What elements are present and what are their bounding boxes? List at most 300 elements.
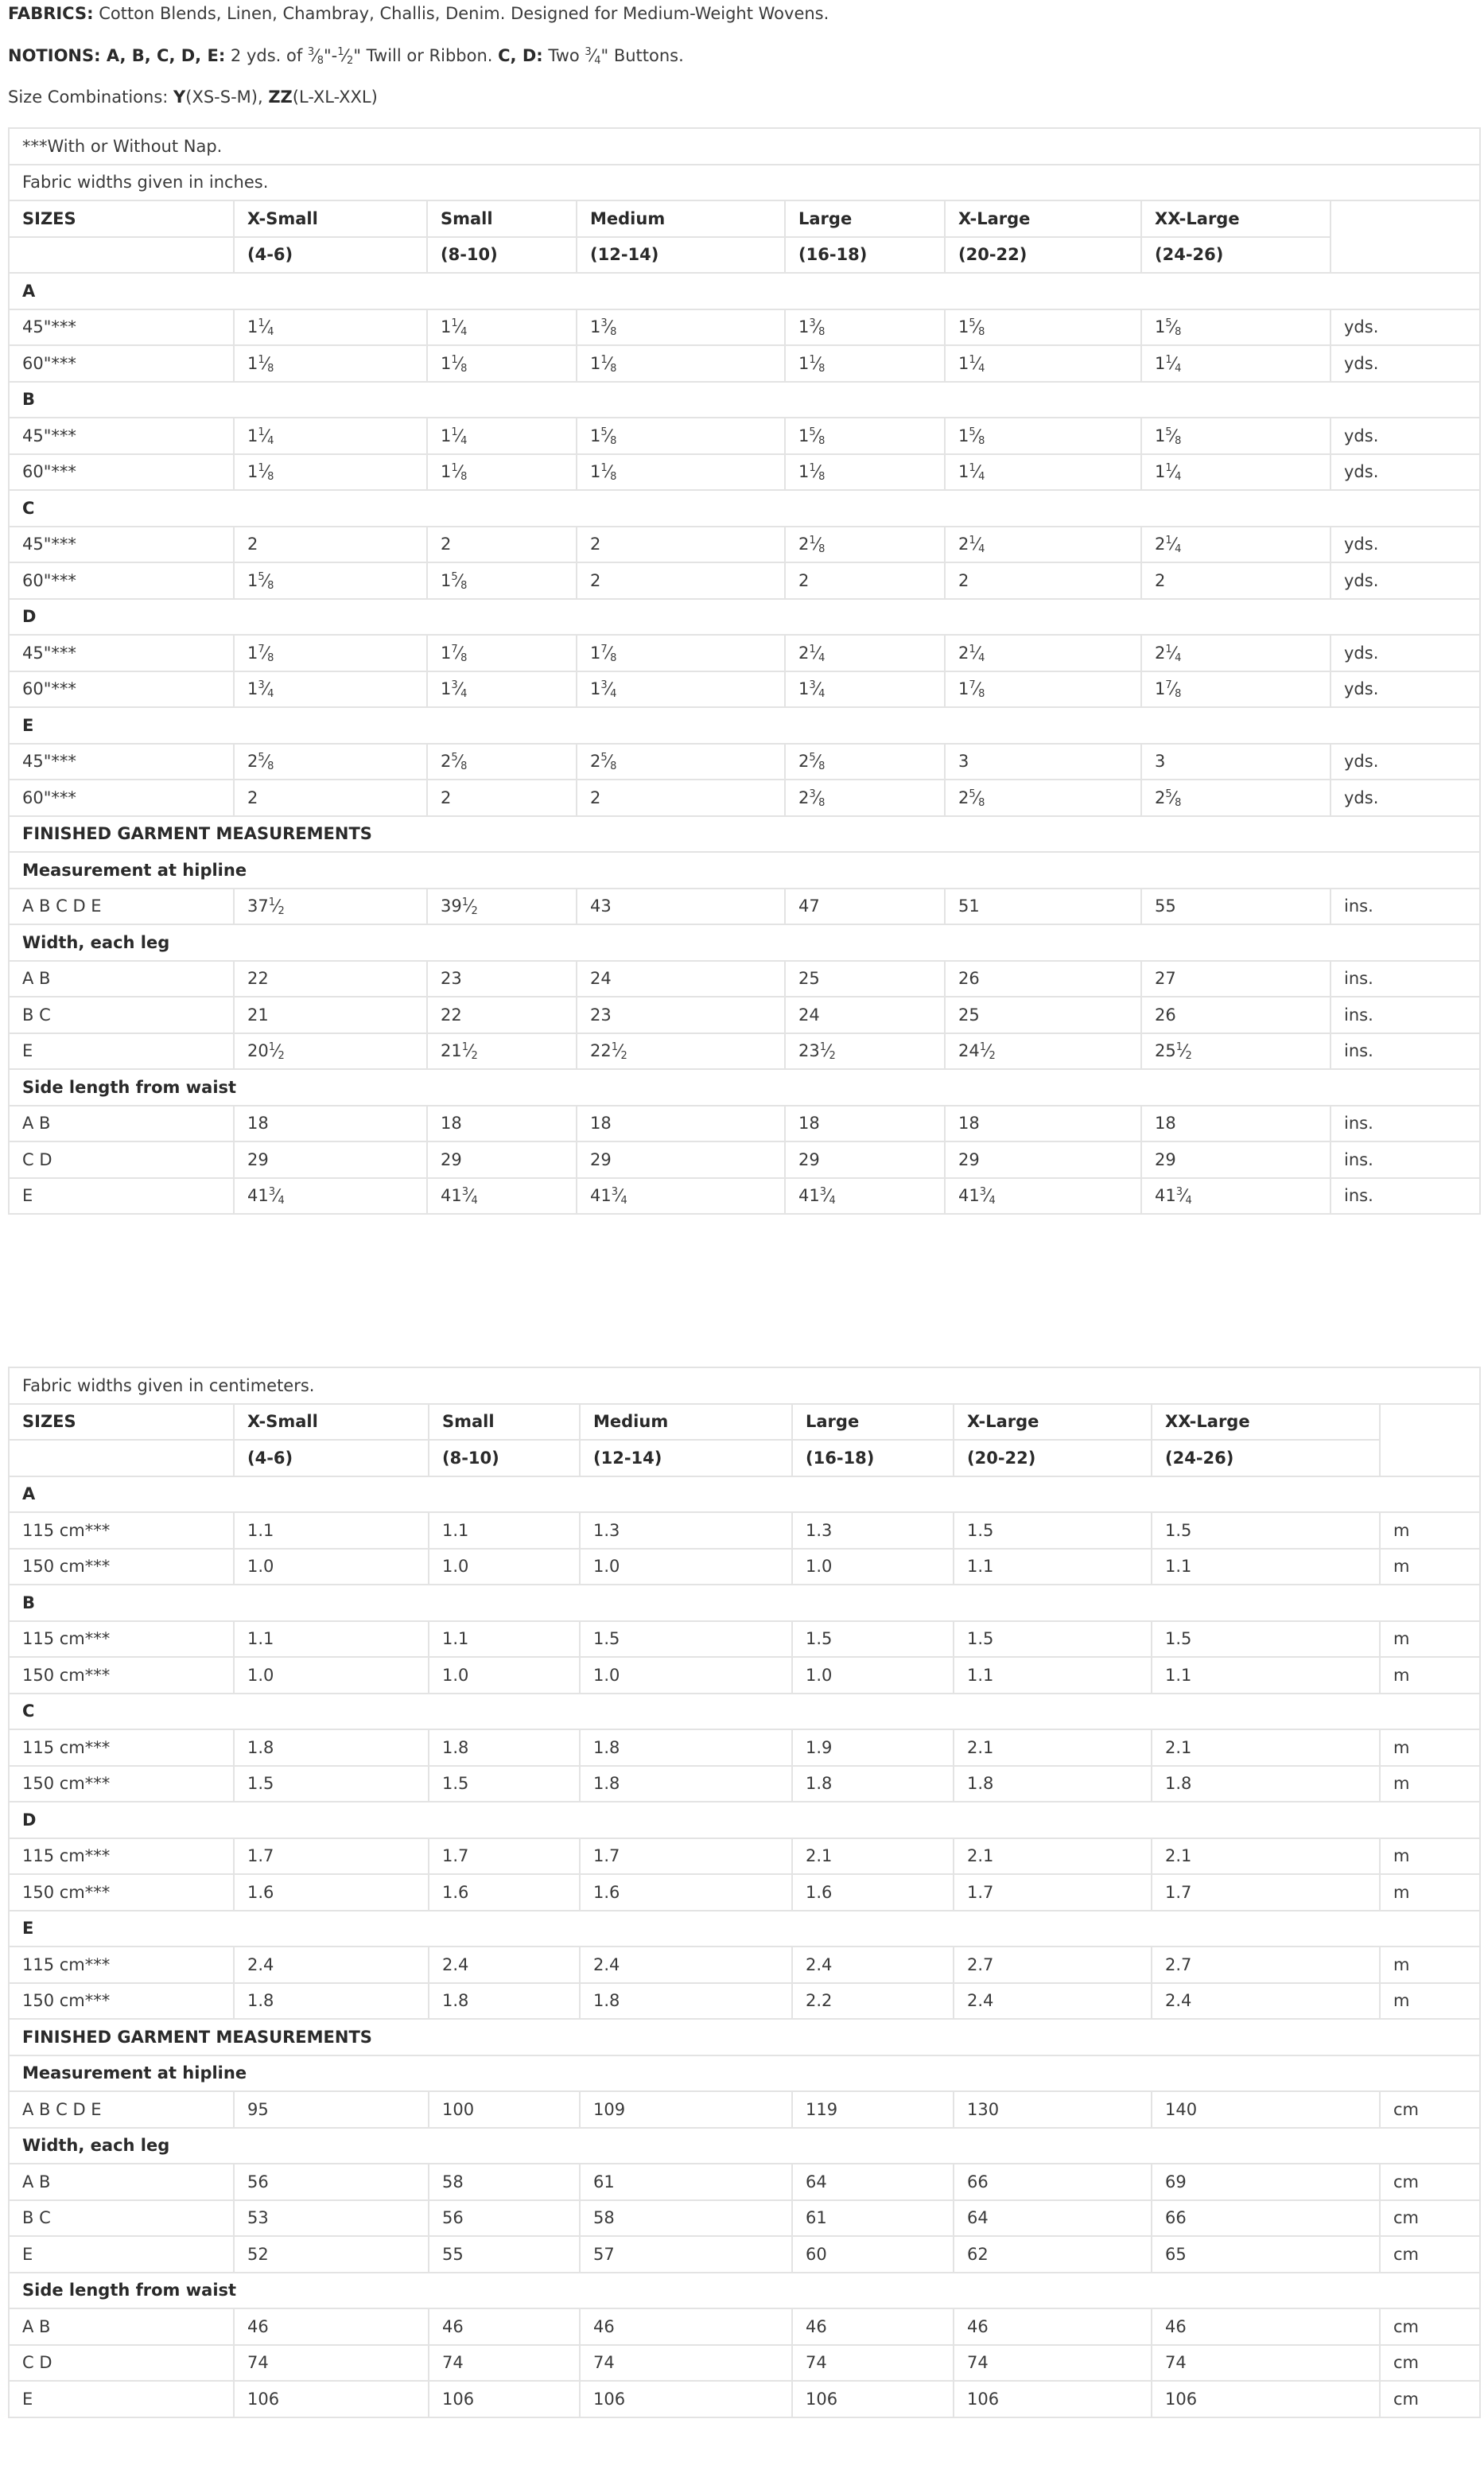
value-cell: 1.0 [580,1549,792,1585]
value-cell: $23^1⁄_2$ [785,1033,945,1070]
value-cell: 2.7 [954,1946,1152,1983]
size-combinations-label: Size Combinations: [8,88,169,107]
value-cell: 74 [234,2345,429,2382]
unit-cell: cm [1380,2091,1480,2128]
section-c-label: C [9,490,1480,527]
value-cell: 22 [427,997,577,1033]
value-cell: 51 [945,889,1141,925]
size-header-x-large: X-Large [945,200,1141,237]
value-cell: $1^7⁄_8$ [1141,671,1331,708]
table-row [9,2345,1480,2382]
value-cell: $1^7⁄_8$ [427,635,577,671]
value-cell: $20^1⁄_2$ [234,1033,427,1070]
value-cell: 119 [792,2091,954,2128]
row-label: 115 cm*** [9,1621,234,1658]
value-cell: 2 [945,562,1141,599]
row-label: 115 cm*** [9,1838,234,1875]
section-measurement-at-hipline [9,852,1480,889]
table-caption [9,1367,1480,1404]
value-cell: 24 [785,997,945,1033]
value-cell: 61 [792,2200,954,2237]
size-range: (24-26) [1152,1440,1380,1476]
size-range: (20-22) [954,1440,1152,1476]
value-cell: $37^1⁄_2$ [234,889,427,925]
table-row [9,744,1480,780]
section-a [9,273,1480,309]
row-label: A B [9,961,234,998]
value-cell: 2 [577,527,785,563]
value-cell: 1.0 [580,1657,792,1694]
value-cell: $24^1⁄_2$ [945,1033,1141,1070]
table-row [9,1033,1480,1070]
row-label: E [9,1178,234,1215]
unit-column-header [1380,1404,1480,1476]
value-cell: 1.5 [580,1621,792,1658]
value-cell: 1.3 [792,1512,954,1549]
notions-label-buttons: C, D: [498,46,543,65]
unit-cell: ins. [1331,1033,1480,1070]
value-cell: $1^5⁄_8$ [1141,418,1331,454]
notions-fraction: $^3⁄_4$ [585,46,601,67]
table-row [9,961,1480,998]
notions-note [8,45,684,66]
size-header-x-large: X-Large [954,1404,1152,1441]
notions-text: " Twill or Ribbon. [353,46,493,65]
value-cell: 1.1 [954,1657,1152,1694]
row-label: C D [9,2345,234,2382]
value-cell: $2^5⁄_8$ [577,744,785,780]
value-cell: $1^3⁄_4$ [234,671,427,708]
row-label: 150 cm*** [9,1874,234,1911]
value-cell: $1^1⁄_8$ [234,454,427,491]
value-cell: $1^1⁄_8$ [427,345,577,382]
value-cell: 1.0 [234,1657,429,1694]
size-header-large: Large [792,1404,954,1441]
section-width-each-leg [9,2128,1480,2164]
value-cell: $1^5⁄_8$ [1141,309,1331,346]
value-cell: $22^1⁄_2$ [577,1033,785,1070]
value-cell: 43 [577,889,785,925]
table-row [9,1874,1480,1911]
unit-cell: yds. [1331,671,1480,708]
row-label: 45"*** [9,527,234,563]
value-cell: 1.6 [234,1874,429,1911]
section-width-each-leg-label: Width, each leg [9,924,1480,961]
value-cell: 2 [785,562,945,599]
value-cell: 106 [792,2381,954,2417]
size-range-row [9,237,1480,274]
value-cell: 29 [577,1141,785,1178]
value-cell: 1.5 [1152,1621,1380,1658]
size-range: (8-10) [427,237,577,274]
value-cell: 57 [580,2236,792,2273]
notions-text: "- [324,46,338,65]
unit-cell: yds. [1331,454,1480,491]
row-label: 60"*** [9,780,234,816]
section-width-each-leg [9,924,1480,961]
nap-note-label: ***With or Without Nap. [9,128,1480,165]
size-header-small: Small [429,1404,580,1441]
fabrics-text: Cotton Blends, Linen, Chambray, Challis, Denim. Designed for Medium-Weight Wovens. [99,4,829,23]
table-caption-label: Fabric widths given in inches. [9,165,1480,201]
nap-note [9,128,1480,165]
unit-cell: cm [1380,2200,1480,2237]
unit-cell: cm [1380,2236,1480,2273]
value-cell: 100 [429,2091,580,2128]
value-cell: $1^1⁄_4$ [234,418,427,454]
row-label: 60"*** [9,345,234,382]
value-cell: 18 [945,1106,1141,1142]
value-cell: $1^3⁄_8$ [785,309,945,346]
value-cell: $1^1⁄_4$ [234,309,427,346]
value-cell: 69 [1152,2164,1380,2200]
size-range: (4-6) [234,1440,429,1476]
value-cell: 21 [234,997,427,1033]
fabrics-label: FABRICS: [8,4,94,23]
value-cell: $41^3⁄_4$ [785,1178,945,1215]
size-header-x-small: X-Small [234,1404,429,1441]
section-c [9,490,1480,527]
unit-cell: ins. [1331,961,1480,998]
table-row [9,2091,1480,2128]
table-row [9,1657,1480,1694]
value-cell: $41^3⁄_4$ [1141,1178,1331,1215]
size-range: (16-18) [785,237,945,274]
value-cell: 25 [785,961,945,998]
row-label: B C [9,2200,234,2237]
row-label: 45"*** [9,744,234,780]
value-cell: 1.1 [234,1512,429,1549]
value-cell: $1^1⁄_4$ [1141,345,1331,382]
value-cell: $2^1⁄_4$ [1141,635,1331,671]
unit-cell: ins. [1331,889,1480,925]
value-cell: 1.0 [429,1549,580,1585]
size-y-range: (XS-S-M), [185,88,263,107]
section-finished-garment-measurements [9,816,1480,853]
value-cell: $2^5⁄_8$ [945,780,1141,816]
unit-cell: cm [1380,2345,1480,2382]
value-cell: 1.5 [954,1621,1152,1658]
table-row [9,2164,1480,2200]
unit-cell: yds. [1331,418,1480,454]
unit-cell: m [1380,1874,1480,1911]
value-cell: 29 [945,1141,1141,1178]
value-cell: 1.1 [234,1621,429,1658]
size-range: (8-10) [429,1440,580,1476]
value-cell: 18 [785,1106,945,1142]
value-cell: 130 [954,2091,1152,2128]
section-side-length-from-waist [9,1069,1480,1106]
value-cell: 55 [429,2236,580,2273]
unit-cell: m [1380,1512,1480,1549]
value-cell: $2^1⁄_4$ [945,635,1141,671]
value-cell: $1^7⁄_8$ [234,635,427,671]
value-cell: 106 [954,2381,1152,2417]
value-cell: 29 [1141,1141,1331,1178]
value-cell: 1.6 [429,1874,580,1911]
value-cell: 1.7 [580,1838,792,1875]
fabrics-note [8,3,829,24]
size-header-xx-large: XX-Large [1152,1404,1380,1441]
table-row [9,889,1480,925]
value-cell: $2^5⁄_8$ [1141,780,1331,816]
table-row [9,1512,1480,1549]
notions-fraction: $^1⁄_2$ [337,46,354,67]
value-cell: 56 [234,2164,429,2200]
value-cell: 2.4 [1152,1983,1380,2020]
row-label: A B [9,2308,234,2345]
value-cell: 62 [954,2236,1152,2273]
unit-cell: yds. [1331,527,1480,563]
value-cell: $41^3⁄_4$ [577,1178,785,1215]
section-c [9,1694,1480,1730]
value-cell: 24 [577,961,785,998]
value-cell: 56 [429,2200,580,2237]
value-cell: 1.7 [429,1838,580,1875]
table-row [9,1106,1480,1142]
value-cell: 1.6 [792,1874,954,1911]
size-range-row [9,1440,1480,1476]
table-row [9,1838,1480,1875]
section-a-label: A [9,273,1480,309]
section-measurement-at-hipline [9,2055,1480,2092]
value-cell: $2^5⁄_8$ [427,744,577,780]
value-cell: 29 [234,1141,427,1178]
size-header-medium: Medium [577,200,785,237]
value-cell: $1^5⁄_8$ [577,418,785,454]
value-cell: 2 [427,780,577,816]
notions-text: 2 yds. of [230,46,303,65]
section-b-label: B [9,1585,1480,1621]
value-cell: 1.8 [580,1729,792,1766]
unit-cell: cm [1380,2164,1480,2200]
value-cell: 2 [577,562,785,599]
table-row [9,1946,1480,1983]
value-cell: 2.1 [954,1729,1152,1766]
value-cell: $1^1⁄_4$ [427,309,577,346]
value-cell: 140 [1152,2091,1380,2128]
value-cell: $41^3⁄_4$ [427,1178,577,1215]
size-zz-range: (L-XL-XXL) [292,88,378,107]
section-e [9,1911,1480,1947]
value-cell: 3 [945,744,1141,780]
value-cell: 2.4 [792,1946,954,1983]
table-row [9,671,1480,708]
value-cell: 1.8 [954,1766,1152,1803]
value-cell: 61 [580,2164,792,2200]
section-a [9,1476,1480,1513]
value-cell: 1.8 [234,1729,429,1766]
row-label: E [9,2236,234,2273]
section-finished-garment-measurements [9,2019,1480,2055]
row-label: 115 cm*** [9,1512,234,1549]
value-cell: 1.9 [792,1729,954,1766]
row-label: A B [9,1106,234,1142]
section-c-label: C [9,1694,1480,1730]
value-cell: 46 [429,2308,580,2345]
size-header-small: Small [427,200,577,237]
value-cell: 60 [792,2236,954,2273]
value-cell: 1.5 [234,1766,429,1803]
row-label: 60"*** [9,562,234,599]
size-range-spacer [9,1440,234,1476]
table-row [9,2236,1480,2273]
value-cell: 74 [580,2345,792,2382]
unit-cell: m [1380,1946,1480,1983]
value-cell: $41^3⁄_4$ [234,1178,427,1215]
value-cell: 58 [429,2164,580,2200]
section-width-each-leg-label: Width, each leg [9,2128,1480,2164]
value-cell: $1^7⁄_8$ [577,635,785,671]
section-d-label: D [9,1802,1480,1838]
value-cell: 47 [785,889,945,925]
size-header-x-small: X-Small [234,200,427,237]
section-measurement-at-hipline-label: Measurement at hipline [9,852,1480,889]
row-label: 115 cm*** [9,1946,234,1983]
size-range: (12-14) [580,1440,792,1476]
table-row [9,1766,1480,1803]
value-cell: 29 [427,1141,577,1178]
value-cell: 1.8 [429,1729,580,1766]
value-cell: 1.5 [792,1621,954,1658]
value-cell: 74 [1152,2345,1380,2382]
unit-cell: m [1380,1766,1480,1803]
value-cell: 1.8 [580,1983,792,2020]
unit-cell: ins. [1331,1178,1480,1215]
value-cell: 1.1 [429,1621,580,1658]
value-cell: $2^1⁄_4$ [785,635,945,671]
unit-cell: ins. [1331,997,1480,1033]
row-label: B C [9,997,234,1033]
section-e-label: E [9,707,1480,744]
table-row [9,1178,1480,1215]
section-b [9,382,1480,418]
value-cell: $1^3⁄_4$ [785,671,945,708]
value-cell: 2.1 [954,1838,1152,1875]
value-cell: 3 [1141,744,1331,780]
value-cell: 2.2 [792,1983,954,2020]
value-cell: 1.5 [429,1766,580,1803]
value-cell: $2^1⁄_8$ [785,527,945,563]
row-label: C D [9,1141,234,1178]
value-cell: 46 [234,2308,429,2345]
value-cell: $1^1⁄_4$ [945,454,1141,491]
table-row [9,2200,1480,2237]
table-row [9,562,1480,599]
value-cell: 52 [234,2236,429,2273]
value-cell: 2.1 [1152,1729,1380,1766]
value-cell: $1^3⁄_8$ [577,309,785,346]
value-cell: 2 [577,780,785,816]
unit-column-header [1331,200,1480,273]
value-cell: 2 [427,527,577,563]
value-cell: $1^5⁄_8$ [234,562,427,599]
unit-cell: cm [1380,2381,1480,2417]
value-cell: 53 [234,2200,429,2237]
value-cell: 1.1 [1152,1549,1380,1585]
table-row [9,454,1480,491]
unit-cell: m [1380,1729,1480,1766]
value-cell: 2 [234,527,427,563]
value-cell: 106 [580,2381,792,2417]
value-cell: 66 [1152,2200,1380,2237]
table-row [9,345,1480,382]
value-cell: $1^3⁄_4$ [427,671,577,708]
table-row [9,1983,1480,2020]
value-cell: 18 [427,1106,577,1142]
size-range: (24-26) [1141,237,1331,274]
table-row [9,527,1480,563]
value-cell: $2^1⁄_4$ [1141,527,1331,563]
unit-cell: yds. [1331,780,1480,816]
value-cell: 46 [580,2308,792,2345]
value-cell: $39^1⁄_2$ [427,889,577,925]
row-label: 150 cm*** [9,1657,234,1694]
unit-cell: yds. [1331,345,1480,382]
section-finished-garment-measurements-label: FINISHED GARMENT MEASUREMENTS [9,2019,1480,2055]
value-cell: 46 [954,2308,1152,2345]
value-cell: $1^1⁄_4$ [945,345,1141,382]
unit-cell: yds. [1331,562,1480,599]
table-row [9,1621,1480,1658]
value-cell: 2 [1141,562,1331,599]
section-finished-garment-measurements-label: FINISHED GARMENT MEASUREMENTS [9,816,1480,853]
value-cell: 1.5 [954,1512,1152,1549]
value-cell: $1^1⁄_8$ [427,454,577,491]
value-cell: $1^5⁄_8$ [427,562,577,599]
section-b [9,1585,1480,1621]
section-e [9,707,1480,744]
value-cell: $2^3⁄_8$ [785,780,945,816]
row-label: 150 cm*** [9,1549,234,1585]
section-a-label: A [9,1476,1480,1513]
value-cell: 106 [429,2381,580,2417]
value-cell: 26 [1141,997,1331,1033]
value-cell: 2.4 [234,1946,429,1983]
row-label: 60"*** [9,454,234,491]
value-cell: 2.7 [1152,1946,1380,1983]
value-cell: 2 [234,780,427,816]
value-cell: 66 [954,2164,1152,2200]
value-cell: $1^7⁄_8$ [945,671,1141,708]
value-cell: $1^1⁄_4$ [1141,454,1331,491]
value-cell: 58 [580,2200,792,2237]
value-cell: $2^1⁄_4$ [945,527,1141,563]
row-label: A B C D E [9,2091,234,2128]
value-cell: 25 [945,997,1141,1033]
value-cell: $1^1⁄_8$ [577,345,785,382]
value-cell: $1^5⁄_8$ [945,309,1141,346]
size-range: (16-18) [792,1440,954,1476]
table-row [9,2308,1480,2345]
row-label: 115 cm*** [9,1729,234,1766]
row-label: A B C D E [9,889,234,925]
value-cell: 46 [792,2308,954,2345]
unit-cell: m [1380,1549,1480,1585]
size-range: (12-14) [577,237,785,274]
unit-cell: cm [1380,2308,1480,2345]
section-e-label: E [9,1911,1480,1947]
row-label: 150 cm*** [9,1983,234,2020]
value-cell: 1.8 [1152,1766,1380,1803]
value-cell: 2.4 [954,1983,1152,2020]
value-cell: 18 [234,1106,427,1142]
value-cell: 1.8 [792,1766,954,1803]
unit-cell: ins. [1331,1106,1480,1142]
value-cell: 22 [234,961,427,998]
value-cell: 1.0 [429,1657,580,1694]
sizes-label: SIZES [9,1404,234,1441]
